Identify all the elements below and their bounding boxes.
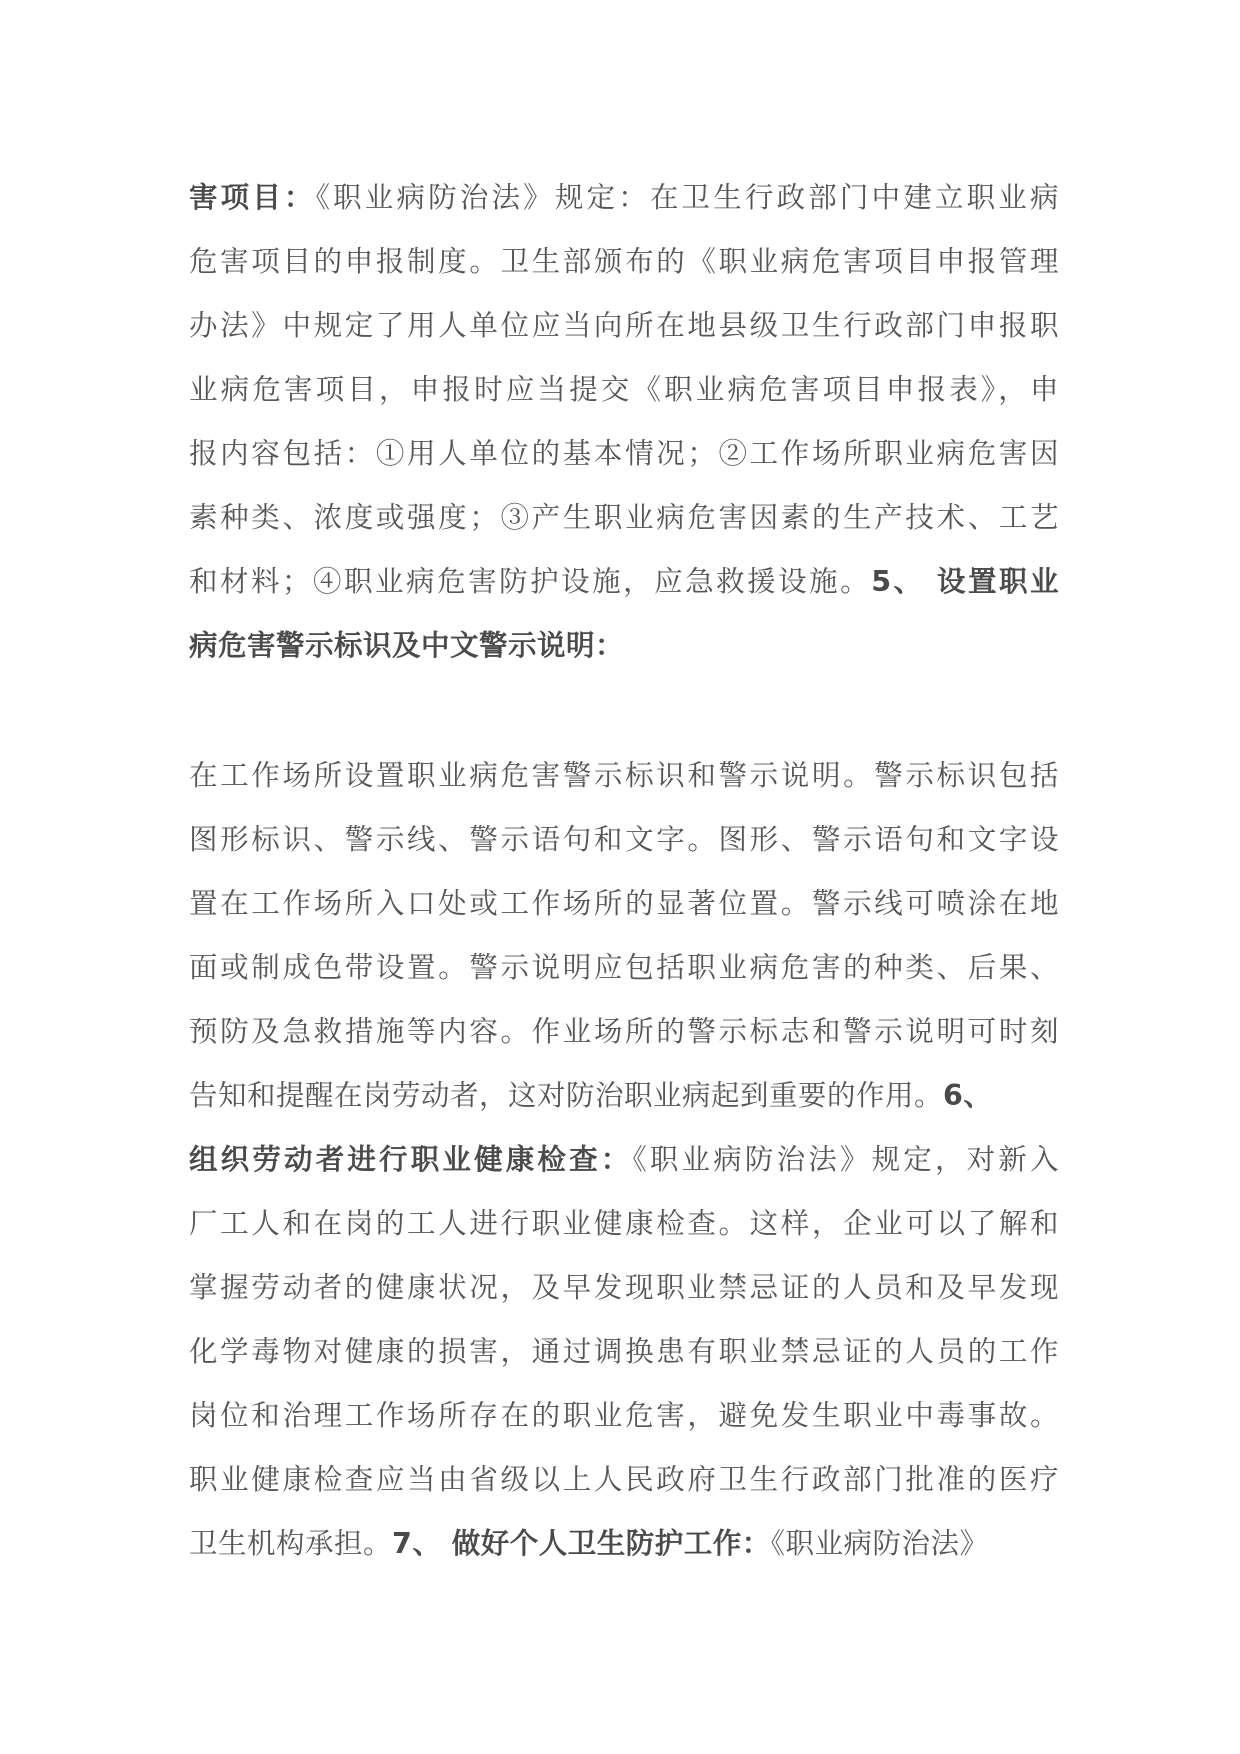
- section-heading-7: 7、 做好个人卫生防护工作：: [392, 1527, 771, 1560]
- text-line: 报内容包括：①用人单位的基本情况；②工作场所职业病危害因: [189, 437, 1059, 470]
- text-line: 掌握劳动者的健康状况，及早发现职业禁忌证的人员和及早发现: [189, 1271, 1059, 1304]
- text-line: 化学毒物对健康的损害，通过调换患有职业禁忌证的人员的工作: [189, 1335, 1059, 1368]
- section-heading-5: 5、 设置职业: [871, 565, 1059, 598]
- text-line: 在工作场所设置职业病危害警示标识和警示说明。警示标识包括: [189, 759, 1059, 792]
- text-line: 面或制成色带设置。警示说明应包括职业病危害的种类、后果、: [189, 951, 1059, 984]
- text-line: 卫生机构承担。7、 做好个人卫生防护工作：《职业病防治法》: [189, 1527, 989, 1560]
- section-heading-5-cont: 病危害警示标识及中文警示说明：: [189, 629, 625, 662]
- text-line: 业病危害项目，申报时应当提交《职业病危害项目申报表》，申: [189, 373, 1059, 406]
- text-line: 置在工作场所入口处或工作场所的显著位置。警示线可喷涂在地: [189, 887, 1059, 920]
- section-number-6: 6、: [943, 1079, 993, 1112]
- text-line: 厂工人和在岗的工人进行职业健康检查。这样，企业可以了解和: [189, 1207, 1059, 1240]
- text-line: 素种类、浓度或强度；③产生职业病危害因素的生产技术、工艺: [189, 501, 1059, 534]
- text-line: 预防及急救措施等内容。作业场所的警示标志和警示说明可时刻: [189, 1015, 1059, 1048]
- text-line: 图形标识、警示线、警示语句和文字。图形、警示语句和文字设: [189, 823, 1059, 856]
- text-line: 岗位和治理工作场所存在的职业危害，避免发生职业中毒事故。: [189, 1399, 1059, 1432]
- text-line: 危害项目的申报制度。卫生部颁布的《职业病危害项目申报管理: [189, 245, 1059, 278]
- text-line: 组织劳动者进行职业健康检查：《职业病防治法》规定，对新入: [189, 1143, 1059, 1176]
- text-line: [189, 614, 1059, 678]
- text-line: 职业健康检查应当由省级以上人民政府卫生行政部门批准的医疗: [189, 1463, 1059, 1496]
- text-line: 害项目：《职业病防治法》规定：在卫生行政部门中建立职业病: [189, 181, 1059, 214]
- text-line: 告知和提醒在岗劳动者，这对防治职业病起到重要的作用。6、: [189, 1079, 993, 1112]
- section-heading-6: 组织劳动者进行职业健康检查：: [189, 1143, 633, 1176]
- text-line: 办法》中规定了用人单位应当向所在地县级卫生行政部门申报职: [189, 309, 1059, 342]
- text-line: 和材料；④职业病危害防护设施，应急救援设施。5、 设置职业: [189, 565, 1059, 598]
